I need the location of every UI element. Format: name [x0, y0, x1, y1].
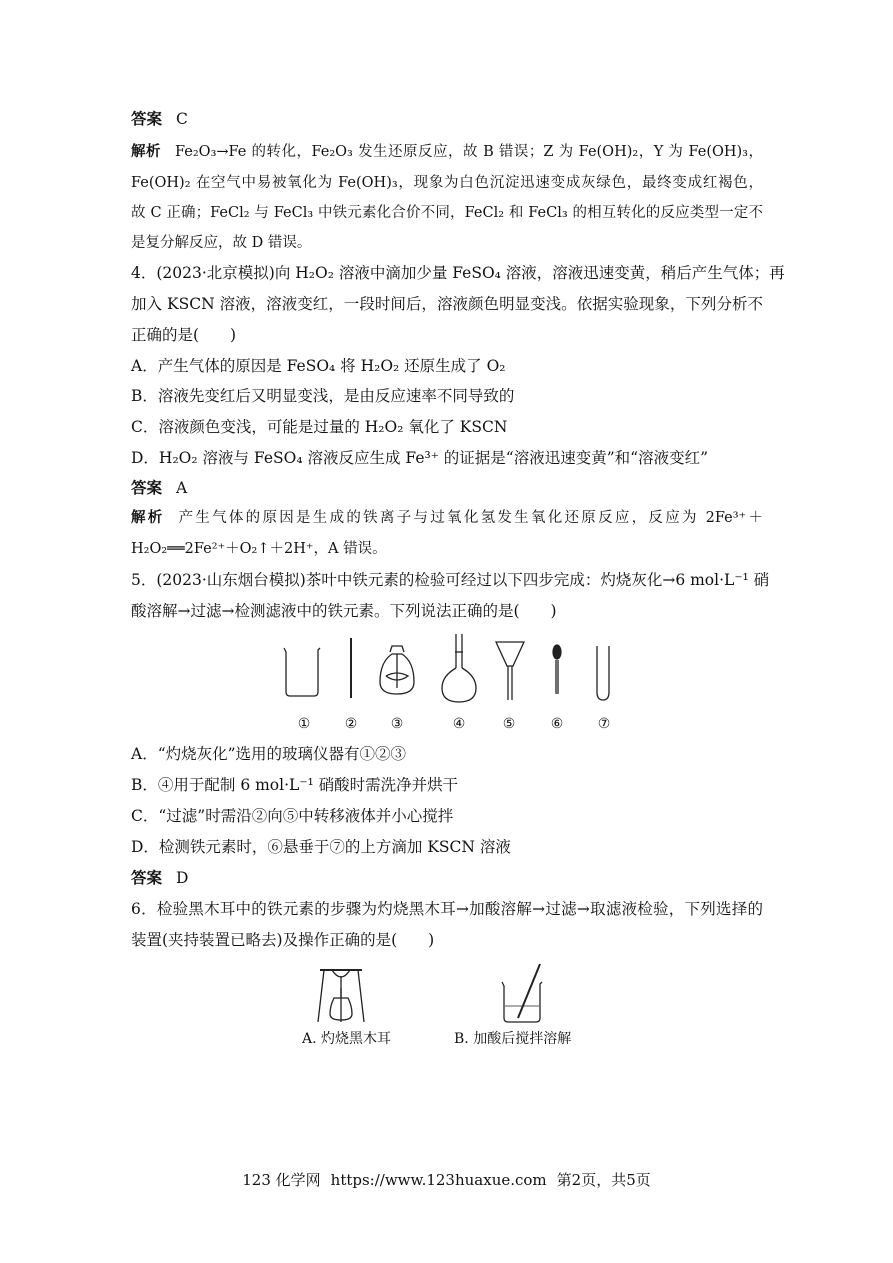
- analysis-label: 解析: [131, 143, 162, 160]
- answer-value: C: [176, 110, 188, 128]
- answer-label: 答案: [131, 109, 163, 128]
- apparatus-label-7: ⑦: [597, 716, 611, 732]
- q5-option-b: B．④用于配制 6 mol·L⁻¹ 硝酸时需洗净并烘干: [131, 776, 459, 794]
- dropper-icon: [553, 645, 561, 694]
- footer-url[interactable]: https://www.123huaxue.com: [330, 1171, 547, 1189]
- q6-apparatus-figure: [310, 962, 570, 1026]
- apparatus-label-2: ②: [344, 716, 358, 732]
- q4-option-b: B．溶液先变红后又明显变浅，是由反应速率不同导致的: [131, 387, 515, 405]
- q5-answer: [131, 868, 763, 888]
- q4-analysis-line-2: H₂O₂══2Fe²⁺＋O₂↑＋2H⁺，A 错误。: [131, 541, 387, 557]
- q4-stem-line-1: 4．(2023·北京模拟)向 H₂O₂ 溶液中滴加少量 FeSO₄ 溶液，溶液迅速变黄，稍后产生气体；再: [131, 264, 785, 282]
- apparatus-figure: [270, 632, 630, 712]
- q3-analysis-line-4: 是复分解反应，故 D 错误。: [131, 235, 312, 251]
- q4-answer: [131, 478, 763, 498]
- q5-option-c: C．“过滤”时需沿②向⑤中转移液体并小心搅拌: [131, 807, 454, 825]
- apparatus-label-4: ④: [452, 716, 466, 732]
- analysis-label: 解析: [131, 509, 165, 526]
- q4-option-c: C．溶液颜色变浅，可能是过量的 H₂O₂ 氧化了 KSCN: [131, 418, 508, 436]
- beaker-icon: [284, 648, 320, 696]
- q5-option-a: A．“灼烧灰化”选用的玻璃仪器有①②③: [131, 745, 407, 763]
- q3-analysis-line-3: 故 C 正确；FeCl₂ 与 FeCl₃ 中铁元素化合价不同，FeCl₂ 和 FeCl₃ 的相互转化的反应类型一定不: [131, 205, 763, 221]
- q3-analysis-line-2: Fe(OH)₂ 在空气中易被氧化为 Fe(OH)₃，现象为白色沉淀迅速变成灰绿色，最终变成红褐色，: [131, 175, 763, 191]
- q5-stem-line-2: 酸溶解→过滤→检测滤液中的铁元素。下列说法正确的是( ): [131, 602, 557, 620]
- q5-stem-line-1: 5．(2023·山东烟台模拟)茶叶中铁元素的检验可经过以下四步完成：灼烧灰化→6 mol·L⁻¹ 硝: [131, 571, 770, 589]
- apparatus-label-6: ⑥: [550, 716, 564, 732]
- q4-analysis-line-1: 解析 产生气体的原因是生成的铁离子与过氧化氢发生氧化还原反应，反应为 2Fe³⁺＋: [131, 509, 763, 526]
- q3-answer: [131, 109, 763, 129]
- q4-stem-line-2: 加入 KSCN 溶液，溶液变红，一段时间后，溶液颜色明显变浅。依据实验现象，下列分析不: [131, 295, 763, 313]
- q3-analysis-line-1: 解析 Fe₂O₃→Fe 的转化，Fe₂O₃ 发生还原反应，故 B 错误；Z 为 Fe(OH)₂，Y 为 Fe(OH)₃，: [131, 143, 764, 160]
- apparatus-label-1: ①: [297, 716, 311, 732]
- q5-option-d: D．检测铁元素时，⑥悬垂于⑦的上方滴加 KSCN 溶液: [131, 838, 511, 856]
- q6-caption-b: B. 加酸后搅拌溶解: [454, 1031, 572, 1047]
- crucible-tripod-icon: [318, 970, 364, 1022]
- funnel-icon: [496, 642, 524, 700]
- answer-value: D: [176, 869, 189, 887]
- apparatus-label-5: ⑤: [502, 716, 516, 732]
- alcohol-lamp-icon: [380, 646, 414, 694]
- answer-label: 答案: [131, 478, 163, 497]
- page-footer: [0, 1169, 893, 1190]
- apparatus-label-3: ③: [390, 716, 404, 732]
- q4-stem-line-3: 正确的是( ): [131, 326, 237, 344]
- volumetric-flask-icon: [442, 634, 476, 702]
- footer-page-number: 第2页，共5页: [556, 1171, 651, 1189]
- beaker-stir-icon: [502, 964, 542, 1022]
- answer-label: 答案: [131, 868, 163, 887]
- q6-caption-a: A. 灼烧黑木耳: [302, 1031, 392, 1047]
- q4-option-d: D．H₂O₂ 溶液与 FeSO₄ 溶液反应生成 Fe³⁺ 的证据是“溶液迅速变黄”和“溶液变红”: [131, 449, 709, 467]
- answer-value: A: [176, 479, 188, 497]
- q6-stem-line-1: 6．检验黑木耳中的铁元素的步骤为灼烧黑木耳→加酸溶解→过滤→取滤液检验，下列选择的: [131, 900, 763, 918]
- q4-option-a: A．产生气体的原因是 FeSO₄ 将 H₂O₂ 还原生成了 O₂: [131, 357, 506, 375]
- footer-site: 123 化学网: [242, 1171, 321, 1189]
- test-tube-icon: [597, 646, 609, 700]
- q6-stem-line-2: 装置(夹持装置已略去)及操作正确的是( ): [131, 931, 435, 949]
